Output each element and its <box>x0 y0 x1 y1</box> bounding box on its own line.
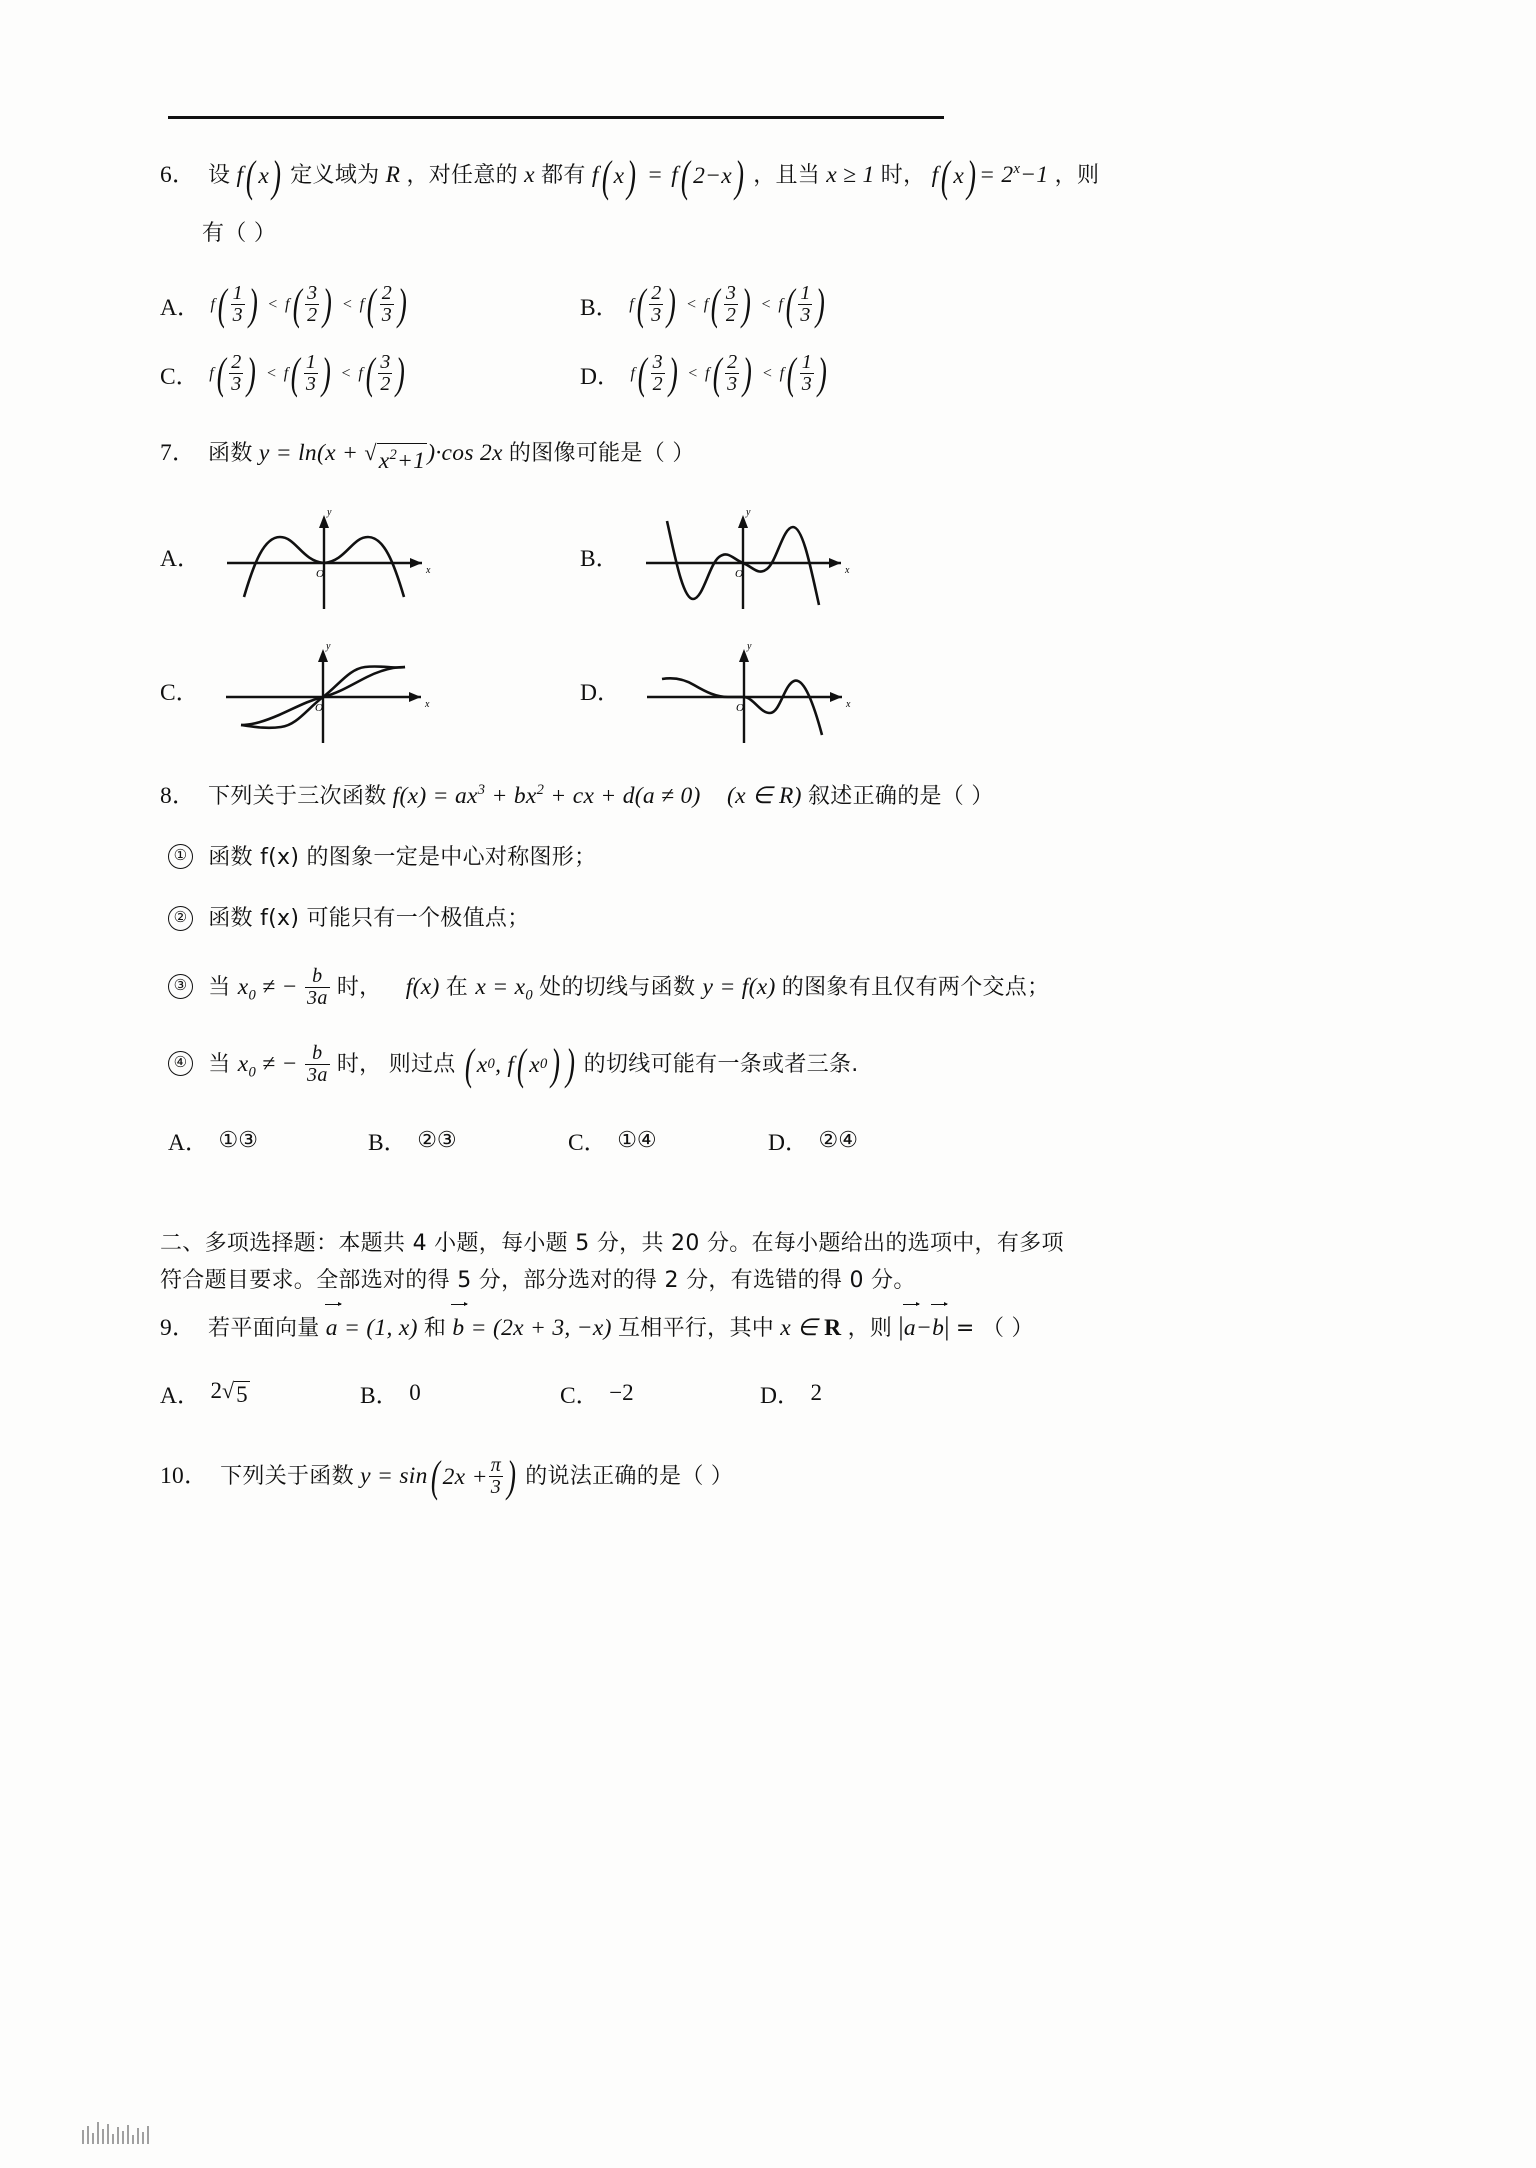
section-2-line-2: 符合题目要求。全部选对的得 5 分，部分选对的得 2 分，有选错的得 0 分。 <box>160 1267 916 1293</box>
q7-graph-d <box>632 635 862 745</box>
q6-text-d: 都有 <box>541 163 586 188</box>
q8-option-b-value: ②③ <box>417 1126 457 1152</box>
q9-option-b[interactable] <box>360 1376 560 1410</box>
header-rule <box>168 116 944 119</box>
q8-option-b[interactable] <box>368 1123 568 1157</box>
q9-option-d-label: D． <box>760 1382 801 1409</box>
svg-text:x: x <box>425 698 430 710</box>
q8-statement-3 <box>168 964 1050 1010</box>
q7-option-b-label: B． <box>580 545 620 572</box>
svg-text:O: O <box>316 567 325 580</box>
q8-option-d-label: D． <box>768 1129 809 1156</box>
question-7-line <box>160 436 960 479</box>
q6-option-d-expr: f ( $\frac{3}{2}$ ) < f ( $\frac{2}{3}$ ) < f ( $\frac{1}{3}$ ) <box>630 349 827 399</box>
q9-vector-a: a <box>326 1311 338 1346</box>
q8-s3-x0: $x_0$ ≠ − <box>237 973 298 1004</box>
q6-option-b-expr: f ( $\frac{2}{3}$ ) < f ( $\frac{3}{2}$ ) < f ( $\frac{1}{3}$ ) <box>629 280 826 330</box>
svg-text:y: y <box>326 640 331 652</box>
scan-watermark <box>78 2100 168 2146</box>
q9-then: ，则 <box>847 1315 893 1341</box>
q9-abs-a: a <box>904 1311 916 1346</box>
q6-eq-lhs: f ( x ) <box>591 151 637 201</box>
q9-option-a-value: 2 √ 5 <box>210 1377 248 1407</box>
q6-text-f: 时， <box>880 163 926 188</box>
q9-options-row <box>160 1376 960 1410</box>
q6-option-c-label: C． <box>160 364 200 391</box>
q6-text-b: 定义域为 <box>290 163 380 188</box>
q8-option-d-value: ②④ <box>818 1126 858 1152</box>
q8-s3-mid: 时， <box>336 974 382 1000</box>
q7-option-d-label: D． <box>580 679 621 706</box>
q7-option-a-label: A． <box>160 545 201 572</box>
q6-option-c[interactable] <box>160 349 580 399</box>
q8-s3-post: 处的切线与函数 <box>539 974 703 1000</box>
q6-option-a-label: A． <box>160 295 201 322</box>
q8-s4-fraction: $\frac{b}{3a}$ <box>307 1041 328 1086</box>
q6-text-c: ，对任意的 <box>406 163 518 188</box>
question-7-number: 7． <box>160 439 196 466</box>
q8-options-row <box>168 1123 960 1157</box>
question-10-number: 10． <box>160 1462 208 1489</box>
q8-s4-point: ( x 0 , f ( x 0 ) ) <box>464 1040 575 1090</box>
q10-formula: y = sin ( 2x + $\frac{\pi}{3}$ ) <box>360 1452 517 1502</box>
question-6-line-2: 有（ ） <box>202 220 277 246</box>
q8-statement-1-text: 函数 f(x) 的图象一定是中心对称图形； <box>208 845 597 871</box>
svg-text:x: x <box>426 564 431 576</box>
q9-option-a[interactable] <box>160 1376 360 1410</box>
svg-text:x: x <box>845 564 850 576</box>
q6-eq-rhs: f ( 2−x ) <box>671 151 745 201</box>
q9-option-b-value: 0 <box>409 1379 421 1405</box>
q8-s3-curve: y = f(x) <box>702 973 776 1000</box>
svg-text:y: y <box>747 640 752 652</box>
question-9-number: 9． <box>160 1314 196 1341</box>
q9-option-c-label: C． <box>560 1382 600 1409</box>
q6-text-g: ，则 <box>1054 163 1100 188</box>
q10-lead: 下列关于函数 <box>220 1463 354 1489</box>
q8-s4-x0: $x_0$ ≠ − <box>237 1050 298 1081</box>
q8-s4-end: 的切线可能有一条或者三条. <box>583 1051 859 1077</box>
q8-s3-expr: f(x) <box>405 973 440 1000</box>
question-8-number: 8． <box>160 782 196 809</box>
circled-2: ② <box>168 906 193 931</box>
q10-tail: 的说法正确的是（ ） <box>525 1463 734 1489</box>
q9-b-value: = (2x + 3, −x) <box>464 1314 612 1341</box>
q7-graph-b <box>631 501 861 611</box>
q6-cond: x ≥ 1 <box>826 162 875 188</box>
q9-option-b-label: B． <box>360 1382 400 1409</box>
q7-lead: 函数 <box>208 440 253 466</box>
svg-text:O: O <box>735 567 744 580</box>
svg-text:O: O <box>736 701 745 714</box>
q9-option-d-value: 2 <box>810 1379 822 1405</box>
question-9-line: 9． 若平面向量 a = (1, x) 和 b = (2x + 3, −x) 互相平行，其中 x ∈ R ，则 |a−b| = （ ） <box>160 1307 960 1346</box>
q9-option-c-value: −2 <box>609 1379 634 1405</box>
q7-option-a[interactable] <box>160 501 580 611</box>
svg-text:y: y <box>746 506 751 518</box>
svg-text:O: O <box>315 701 324 714</box>
q6-option-d[interactable] <box>580 349 829 399</box>
question-6-number: 6． <box>160 162 196 188</box>
q8-s3-end: 的图象有且仅有两个交点； <box>781 974 1050 1000</box>
q9-a-value: = (1, x) <box>337 1314 418 1341</box>
svg-text:y: y <box>327 506 332 518</box>
q7-formula: y = ln(x + √ $x^2+1$ )·cos 2x <box>259 440 503 466</box>
question-10-line <box>160 1452 960 1502</box>
q7-option-c[interactable] <box>160 635 580 745</box>
circled-4: ④ <box>168 1051 193 1076</box>
q7-graph-row-1 <box>160 501 960 611</box>
page-content <box>160 150 1100 1502</box>
q6-option-c-expr: f ( $\frac{2}{3}$ ) < f ( $\frac{1}{3}$ ) < f ( $\frac{3}{2}$ ) <box>209 349 406 399</box>
q6-x2: x <box>524 162 535 188</box>
q7-graph-c <box>211 635 441 745</box>
q6-domain-R: R <box>385 162 401 188</box>
q9-option-d[interactable] <box>760 1376 822 1410</box>
q8-statement-2 <box>168 901 960 936</box>
q8-s4-mid: 时， 则过点 <box>336 1051 456 1077</box>
q6-option-b-label: B． <box>580 295 620 322</box>
q8-option-a-value: ①③ <box>218 1126 258 1152</box>
q8-formula: $f(x) = ax^3 + bx^2$ + cx + d(a ≠ 0) <box>392 782 701 809</box>
q6-f1: f ( x ) <box>236 151 282 201</box>
q9-lead: 若平面向量 <box>208 1315 320 1341</box>
q8-option-b-label: B． <box>368 1129 408 1156</box>
svg-text:x: x <box>846 698 851 710</box>
q9-tail: = （ ） <box>955 1315 1034 1341</box>
q7-option-c-label: C． <box>160 679 200 706</box>
q6-text-e: ，且当 <box>753 163 821 188</box>
q9-abs-close: | <box>944 1311 950 1341</box>
q8-s3-pre: 当 <box>208 974 238 1000</box>
q9-option-a-label: A． <box>160 1382 201 1409</box>
q8-option-c[interactable] <box>568 1123 768 1157</box>
q8-statement-2-text: 函数 f(x) 可能只有一个极值点； <box>208 906 530 932</box>
q7-tail: 的图像可能是（ ） <box>508 440 695 466</box>
q8-option-a-label: A． <box>168 1129 209 1156</box>
q9-option-c[interactable] <box>560 1376 760 1410</box>
q8-s3-at: 在 <box>445 974 476 1000</box>
q8-tail: 叙述正确的是（ ） <box>808 783 994 809</box>
q7-graph-row-2 <box>160 635 960 745</box>
q9-and: 和 <box>423 1315 447 1341</box>
q6-option-b[interactable] <box>580 280 828 330</box>
q9-vector-b: b <box>452 1311 464 1346</box>
q8-s3-fraction: $\frac{b}{3a}$ <box>307 964 328 1009</box>
q6-option-a[interactable] <box>160 280 580 330</box>
q6-equals: = <box>648 162 663 188</box>
q6-option-d-label: D． <box>580 364 621 391</box>
q8-option-c-label: C． <box>568 1129 608 1156</box>
q6-options-row-1 <box>160 280 960 330</box>
q9-abs-open: | <box>898 1311 904 1341</box>
question-8-line <box>160 779 994 814</box>
q9-mid: 互相平行，其中 <box>617 1315 775 1341</box>
question-6-line-1 <box>160 151 1100 201</box>
q8-domain: (x ∈ R) <box>727 782 802 809</box>
q9-abs-b: b <box>932 1311 944 1346</box>
q8-option-d[interactable] <box>768 1123 858 1157</box>
circled-1: ① <box>168 844 193 869</box>
q6-expr: f ( x ) = $2^x-1$ <box>931 151 1049 201</box>
q8-option-c-value: ①④ <box>617 1126 657 1152</box>
q8-lead: 下列关于三次函数 <box>208 783 387 809</box>
q7-option-d[interactable] <box>580 635 862 745</box>
q6-options-row-2 <box>160 349 960 399</box>
circled-3: ③ <box>168 974 193 999</box>
q6-text-a: 设 <box>208 163 231 188</box>
q8-statement-4 <box>168 1040 960 1090</box>
q7-option-b[interactable] <box>580 501 861 611</box>
q7-graph-a <box>212 501 442 611</box>
q6-option-a-expr: f ( $\frac{1}{3}$ ) < f ( $\frac{3}{2}$ ) < f ( $\frac{2}{3}$ ) <box>210 280 407 330</box>
q8-option-a[interactable] <box>168 1123 368 1157</box>
q8-s3-point: $x = x_0$ <box>475 973 533 1004</box>
section-2-line-1: 二、多项选择题：本题共 4 小题，每小题 5 分，共 20 分。在每小题给出的选项中，有多项 <box>160 1230 1064 1256</box>
q8-s4-pre: 当 <box>208 1051 238 1077</box>
q9-x-domain: x ∈ R <box>780 1314 842 1341</box>
q8-statement-1 <box>168 840 960 875</box>
